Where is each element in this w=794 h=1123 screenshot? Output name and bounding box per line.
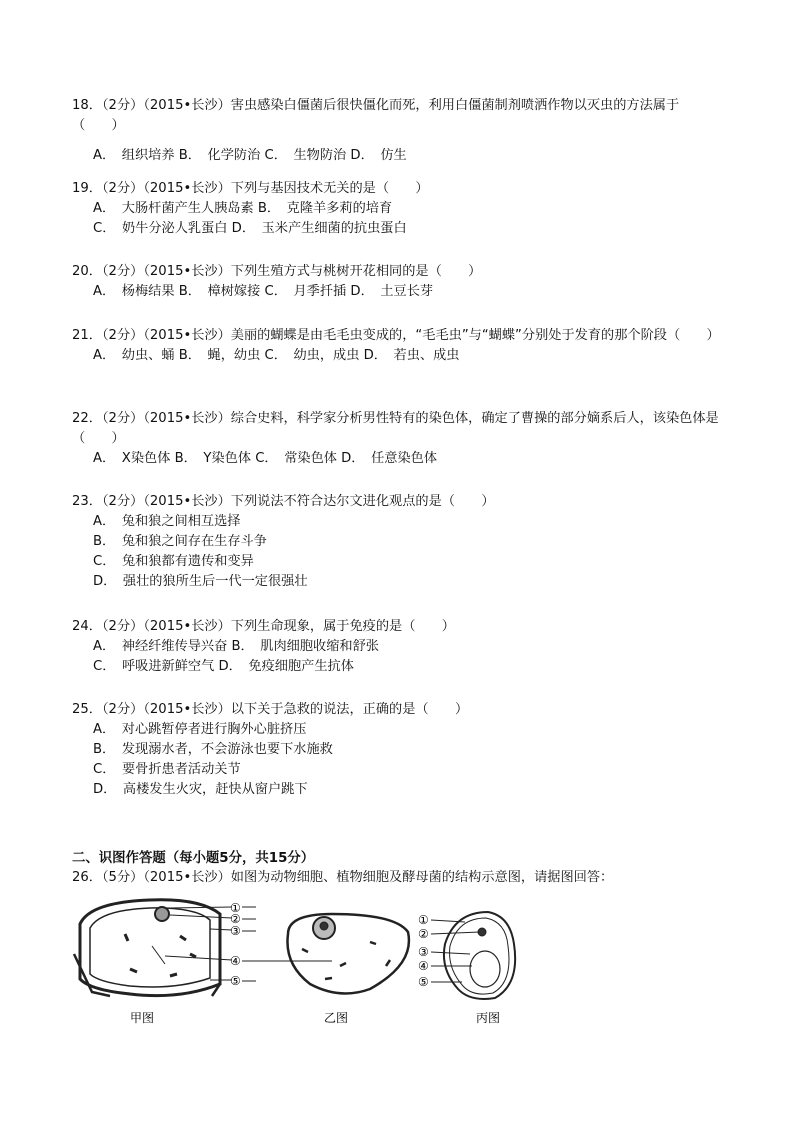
question-stem: 19．（2分）（2015•长沙）下列与基因技术无关的是（ ）	[72, 181, 429, 196]
question-24	[72, 617, 724, 677]
question-stem: 25．（2分）（2015•长沙）以下关于急救的说法，正确的是（ ）	[72, 702, 469, 717]
question-options: A． 杨梅结果 B． 樟树嫁接 C． 月季扦插 D． 土豆长芽	[93, 284, 434, 299]
question-options: A． 对心跳暂停者进行胸外心脏挤压	[93, 722, 307, 737]
question-options: C． 奶牛分泌人乳蛋白 D． 玉米产生细菌的抗虫蛋白	[93, 221, 407, 236]
question-stem: 23．（2分）（2015•长沙）下列说法不符合达尔文进化观点的是（ ）	[72, 494, 495, 509]
figure-label: ②	[230, 912, 241, 926]
figure-label: ①	[418, 913, 429, 927]
question-stem: 21．（2分）（2015•长沙）美丽的蝴蝶是由毛毛虫变成的，“毛毛虫”与“蝴蝶”分别处于发育的那个阶段（ ）	[72, 328, 720, 343]
question-options: C． 兔和狼都有遗传和变异	[93, 554, 254, 569]
figure-caption: 丙图	[476, 1011, 501, 1025]
question-options: A． X染色体 B． Y染色体 C． 常染色体 D． 任意染色体	[93, 451, 438, 466]
question-20	[72, 262, 724, 302]
figure-label: ④	[418, 959, 429, 973]
figure-label: ③	[418, 945, 429, 959]
cell-structure-figure	[70, 894, 530, 1029]
question-options: A． 大肠杆菌产生人胰岛素 B． 克隆羊多莉的培育	[93, 201, 393, 216]
question-22	[72, 409, 724, 469]
question-25	[72, 700, 724, 800]
question-options: B． 发现溺水者，不会游泳也要下水施救	[93, 742, 333, 757]
question-stem: 18．（2分）（2015•长沙）害虫感染白僵菌后很快僵化而死，利用白僵菌制剂喷洒作物以灭虫的方法属于（ ）	[72, 98, 680, 133]
figure-label: ⑤	[230, 974, 241, 988]
animal-cell-diagram	[287, 914, 408, 993]
question-21	[72, 326, 724, 366]
figure-label: ③	[230, 924, 241, 938]
question-26-stem: 26．（5分）（2015•长沙）如图为动物细胞、植物细胞及酵母菌的结构示意图，请据图回答：	[72, 870, 614, 885]
question-options: A． 兔和狼之间相互选择	[93, 514, 241, 529]
question-stem: 24．（2分）（2015•长沙）下列生命现象，属于免疫的是（ ）	[72, 619, 455, 634]
figure-caption: 乙图	[324, 1011, 349, 1025]
figure-label: ②	[418, 927, 429, 941]
question-options: C． 呼吸进新鲜空气 D． 免疫细胞产生抗体	[93, 659, 354, 674]
figure-caption: 甲图	[130, 1011, 155, 1025]
question-19	[72, 179, 724, 239]
question-options: D． 强壮的狼所生后一代一定很强壮	[93, 574, 308, 589]
question-options: A． 组织培养 B． 化学防治 C． 生物防治 D． 仿生	[93, 148, 407, 163]
question-options: D． 高楼发生火灾，赶快从窗户跳下	[93, 782, 308, 797]
plant-cell-diagram	[74, 900, 232, 996]
section-heading: 二、识图作答题（每小题5分，共15分）	[72, 851, 315, 866]
question-18	[72, 96, 724, 166]
question-options: A． 幼虫、蛹 B． 蝇，幼虫 C． 幼虫，成虫 D． 若虫、成虫	[93, 348, 460, 363]
question-stem: 22．（2分）（2015•长沙）综合史料，科学家分析男性特有的染色体，确定了曹操的部分嫡系后人，该染色体是（ ）	[72, 411, 719, 446]
question-23	[72, 492, 724, 592]
question-options: B． 兔和狼之间存在生存斗争	[93, 534, 267, 549]
yeast-cell-diagram	[431, 912, 515, 999]
question-stem: 20．（2分）（2015•长沙）下列生殖方式与桃树开花相同的是（ ）	[72, 264, 482, 279]
figure-label: ④	[230, 954, 241, 968]
question-options: C． 要骨折患者活动关节	[93, 762, 241, 777]
figure-label: ①	[230, 901, 241, 915]
figure-label: ⑤	[418, 975, 429, 989]
question-options: A． 神经纤维传导兴奋 B． 肌肉细胞收缩和舒张	[93, 639, 379, 654]
